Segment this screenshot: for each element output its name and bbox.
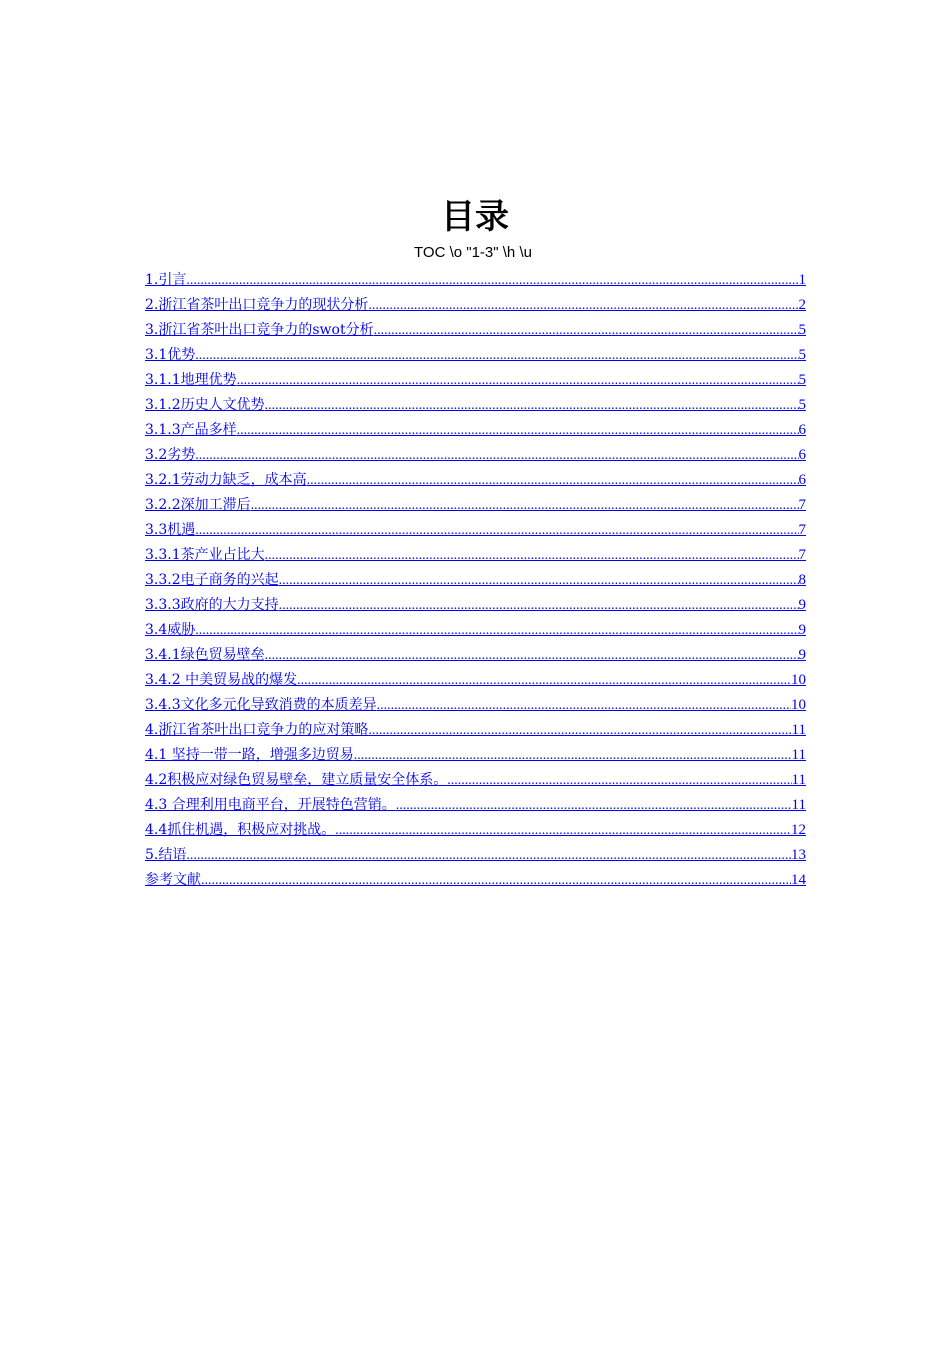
toc-entry-link[interactable]: [145, 368, 806, 393]
toc-entry-page-number: 14: [791, 872, 806, 888]
toc-dot-leader: [195, 518, 798, 543]
toc-entry-page-number: 7: [798, 547, 806, 563]
toc-entry-label: 4.4抓住机遇，积极应对挑战。: [145, 822, 336, 838]
toc-dot-leader: [265, 643, 799, 668]
toc-entry-page-number: 11: [791, 722, 806, 738]
toc-entry-link[interactable]: [145, 543, 806, 568]
toc-dot-leader: [237, 368, 799, 393]
toc-entry-link[interactable]: [145, 793, 806, 818]
toc-dot-leader: [279, 568, 799, 593]
toc-entry-page-number: 9: [798, 622, 806, 638]
toc-dot-leader: [195, 443, 798, 468]
toc-entry-label: 3.浙江省茶叶出口竞争力的swot分析: [145, 322, 374, 338]
toc-entry-link[interactable]: [145, 693, 806, 718]
toc-entry-label: 2.浙江省茶叶出口竞争力的现状分析: [145, 297, 369, 313]
toc-entry-label: 3.4.3文化多元化导致消费的本质差异: [145, 697, 377, 713]
toc-entry-link[interactable]: [145, 268, 806, 293]
toc-dot-leader: [237, 418, 799, 443]
toc-entry-label: 1.引言: [145, 272, 187, 288]
toc-entry-link[interactable]: [145, 393, 806, 418]
toc-entry-label: 3.2.1劳动力缺乏，成本高: [145, 472, 307, 488]
toc-entry-link[interactable]: [145, 843, 806, 868]
toc-dot-leader: [265, 393, 799, 418]
toc-dot-leader: [195, 343, 798, 368]
toc-entry-label: 参考文献: [145, 872, 201, 888]
toc-entry-link[interactable]: [145, 568, 806, 593]
toc-entry-link[interactable]: [145, 293, 806, 318]
toc-dot-leader: [186, 268, 798, 293]
toc-entry-label: 3.4.1绿色贸易壁垒: [145, 647, 265, 663]
toc-entry-page-number: 10: [791, 697, 806, 713]
toc-entry-page-number: 11: [791, 747, 806, 763]
toc-entry-link[interactable]: [145, 518, 806, 543]
toc-entry-link[interactable]: [145, 468, 806, 493]
toc-dot-leader: [195, 618, 798, 643]
toc-entry-link[interactable]: [145, 643, 806, 668]
toc-entry-link[interactable]: [145, 618, 806, 643]
toc-entry-label: 4.2积极应对绿色贸易壁垒，建立质量安全体系。: [145, 772, 448, 788]
toc-entry-page-number: 5: [798, 322, 806, 338]
toc-entry-page-number: 10: [791, 672, 806, 688]
page-title: 目录: [441, 197, 509, 237]
toc-entry-label: 3.1.3产品多样: [145, 422, 237, 438]
toc-entry-link[interactable]: [145, 443, 806, 468]
toc-entry-label: 3.2.2深加工滞后: [145, 497, 251, 513]
toc-entry-link[interactable]: [145, 818, 806, 843]
toc-entry-page-number: 9: [798, 597, 806, 613]
toc-entry-page-number: 5: [798, 372, 806, 388]
toc-entry-page-number: 2: [798, 297, 806, 313]
toc-dot-leader: [368, 293, 798, 318]
toc-entry-label: 3.1.2历史人文优势: [145, 397, 265, 413]
toc-entry-link[interactable]: [145, 718, 806, 743]
toc-entry-page-number: 6: [798, 447, 806, 463]
toc-entry-page-number: 5: [798, 347, 806, 363]
toc-dot-leader: [201, 868, 791, 893]
toc-entry-link[interactable]: [145, 593, 806, 618]
toc-entry-label: 4.1 坚持一带一路，增强多边贸易: [145, 747, 354, 763]
toc-entry-page-number: 6: [798, 472, 806, 488]
toc-entry-label: 5.结语: [145, 847, 187, 863]
toc-dot-leader: [354, 743, 792, 768]
toc-entry-link[interactable]: [145, 418, 806, 443]
toc-entry-link[interactable]: [145, 493, 806, 518]
toc-entry-page-number: 11: [791, 797, 806, 813]
toc-entry-page-number: 1: [798, 272, 806, 288]
toc-dot-leader: [447, 768, 791, 793]
toc-entry-link[interactable]: [145, 868, 806, 893]
toc-dot-leader: [377, 693, 791, 718]
toc-entry-label: 3.2劣势: [145, 447, 196, 463]
toc-entry-page-number: 13: [791, 847, 806, 863]
toc-entry-label: 3.1优势: [145, 347, 196, 363]
toc-entry-page-number: 8: [798, 572, 806, 588]
toc-entry-link[interactable]: [145, 318, 806, 343]
toc-entry-label: 3.3机遇: [145, 522, 196, 538]
toc-entry-label: 3.4.2 中美贸易战的爆发: [145, 672, 298, 688]
toc-dot-leader: [396, 793, 792, 818]
toc-entry-link[interactable]: [145, 768, 806, 793]
toc-dot-leader: [186, 843, 791, 868]
toc-entry-page-number: 9: [798, 647, 806, 663]
table-of-contents: [145, 268, 806, 893]
toc-dot-leader: [335, 818, 791, 843]
toc-dot-leader: [265, 543, 799, 568]
toc-dot-leader: [368, 718, 791, 743]
toc-dot-leader: [251, 493, 799, 518]
toc-entry-page-number: 7: [798, 497, 806, 513]
toc-dot-leader: [279, 593, 799, 618]
toc-entry-label: 3.3.2电子商务的兴起: [145, 572, 279, 588]
toc-dot-leader: [297, 668, 791, 693]
toc-entry-link[interactable]: [145, 743, 806, 768]
toc-entry-link[interactable]: [145, 668, 806, 693]
toc-entry-link[interactable]: [145, 343, 806, 368]
toc-entry-page-number: 5: [798, 397, 806, 413]
toc-entry-label: 4.3 合理利用电商平台，开展特色营销。: [145, 797, 396, 813]
toc-dot-leader: [307, 468, 799, 493]
toc-entry-page-number: 6: [798, 422, 806, 438]
toc-entry-label: 3.3.1茶产业占比大: [145, 547, 265, 563]
toc-entry-label: 3.1.1地理优势: [145, 372, 237, 388]
toc-entry-label: 3.4威胁: [145, 622, 196, 638]
toc-entry-page-number: 12: [791, 822, 806, 838]
toc-dot-leader: [374, 318, 799, 343]
toc-entry-page-number: 7: [798, 522, 806, 538]
toc-field-code: TOC \o "1-3" \h \u: [414, 244, 532, 261]
toc-entry-label: 3.3.3政府的大力支持: [145, 597, 279, 613]
toc-entry-page-number: 11: [791, 772, 806, 788]
toc-entry-label: 4.浙江省茶叶出口竞争力的应对策略: [145, 722, 369, 738]
